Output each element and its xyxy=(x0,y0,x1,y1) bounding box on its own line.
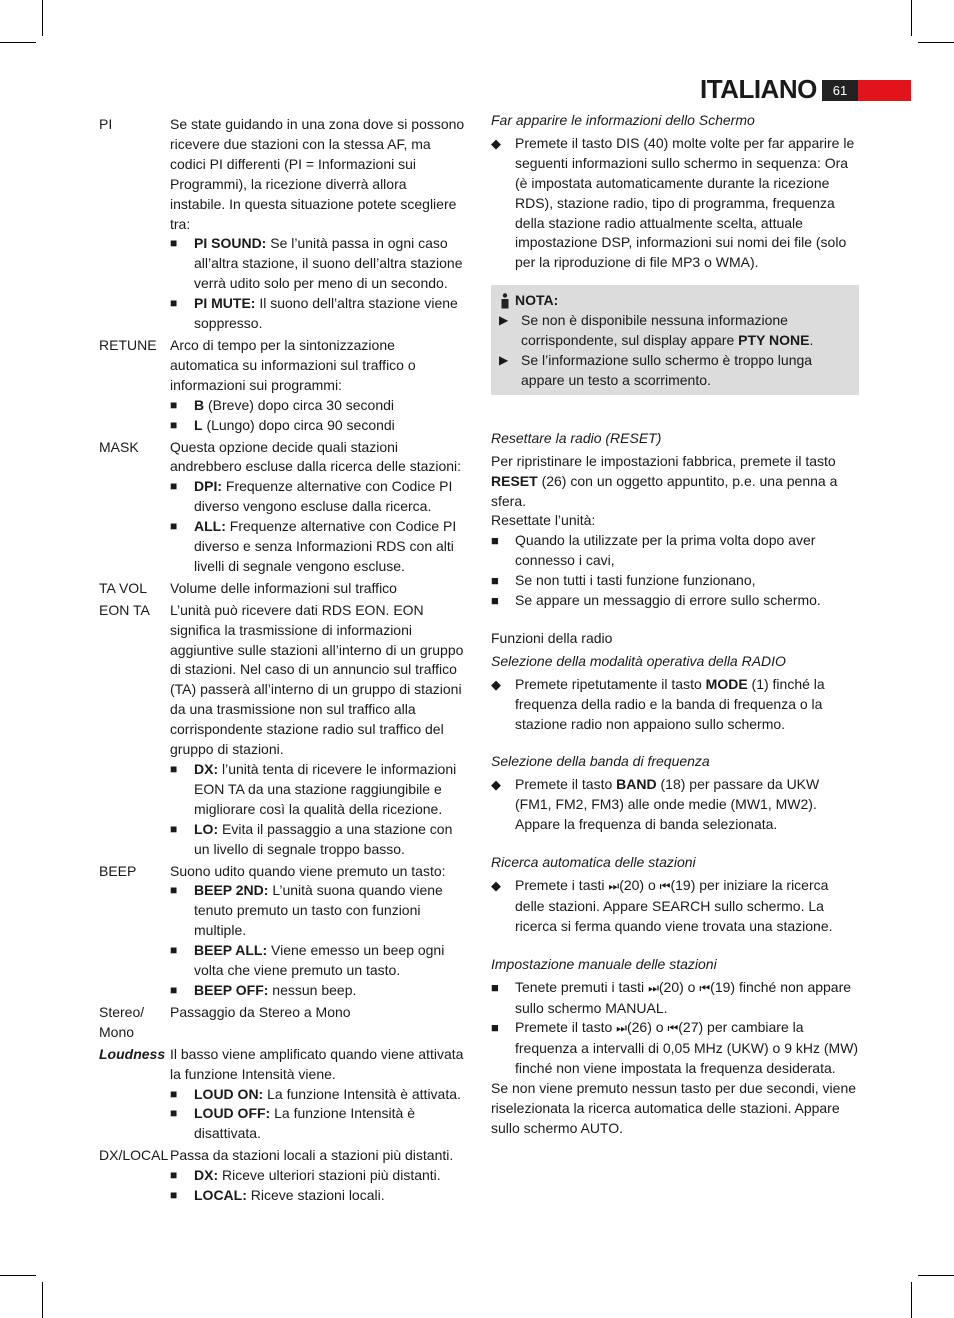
option-description: (Lungo) dopo circa 90 secondi xyxy=(202,416,395,433)
text-part: (20) o xyxy=(658,978,700,995)
option-description: La funzione Intensità è disattivata. xyxy=(194,1105,415,1142)
reset-paragraph xyxy=(491,452,859,512)
option-text xyxy=(194,981,356,1001)
right-column xyxy=(491,111,859,1139)
instruction-text xyxy=(515,876,859,937)
option-keyword: DX: xyxy=(194,761,219,777)
diamond-icon: ◆ xyxy=(491,135,501,151)
option-item xyxy=(170,1104,465,1144)
definition-text: Se state guidando in una zona dove si possono ricevere due stazioni con la stessa AF, ma codici PI differenti (PI = Informazioni sui Programmi), la ricezione diverrà allora instabile. In questa situazione potete scegliere tra: xyxy=(170,116,465,232)
section-title-reset: Resettare la radio (RESET) xyxy=(491,429,662,446)
note-item xyxy=(499,351,851,391)
triangle-bullet-icon: ▶ xyxy=(499,352,509,367)
option-description: Il suono dell’altra stazione viene soppresso. xyxy=(194,295,458,332)
definition-term: RETUNE xyxy=(99,336,157,353)
definition-body xyxy=(170,601,465,860)
option-text xyxy=(194,234,465,294)
option-item xyxy=(170,1085,465,1105)
option-text xyxy=(194,1104,465,1144)
square-bullet-icon: ■ xyxy=(170,236,178,251)
option-item xyxy=(170,760,465,820)
text-part: (27) per cambiare la frequenza a intervalli di 0,05 MHz (UKW) o 9 kHz (MW) finché non viene impostata la frequenza desiderata. xyxy=(515,1019,859,1077)
reset-intro: Resettate l’unità: xyxy=(491,512,596,529)
note-text: Se l’informazione sullo schermo è troppo lunga appare un testo a scorrimento. xyxy=(521,351,813,388)
square-bullet-icon: ■ xyxy=(170,943,178,958)
definition-row xyxy=(99,579,465,599)
section-title-mode: Selezione della modalità operativa della RADIO xyxy=(491,652,786,669)
option-text xyxy=(194,294,465,334)
crop-mark xyxy=(42,0,43,36)
section-heading-radio: Funzioni della radio xyxy=(491,629,613,646)
definition-row xyxy=(99,1045,465,1145)
text-part: Tenete premuti i tasti xyxy=(515,978,649,995)
crop-mark xyxy=(918,42,954,43)
option-keyword: DX: xyxy=(194,1167,219,1184)
option-keyword: L xyxy=(194,416,203,433)
band-keyword: BAND xyxy=(616,776,657,793)
list-item xyxy=(491,978,859,1019)
text-part: (19) per iniziare la ricerca delle stazioni. Appare SEARCH sullo schermo. La ricerca si ferma quando viene trovata una stazione. xyxy=(515,877,833,934)
option-keyword: ALL: xyxy=(194,518,226,535)
option-description: Se l’unità passa in ogni caso all’altra stazione, il suono dell’altra stazione verrà udito solo per meno di un secondo. xyxy=(194,235,463,292)
definition-term: PI xyxy=(99,116,113,132)
square-bullet-icon: ■ xyxy=(491,533,499,549)
instruction-text xyxy=(515,675,859,735)
option-item xyxy=(170,820,465,860)
option-text xyxy=(194,820,465,860)
option-text xyxy=(194,517,465,577)
definition-term: MASK xyxy=(99,438,139,455)
skip-back-icon: ⏮ xyxy=(699,980,711,995)
text-part: (20) o xyxy=(619,877,660,893)
definition-row xyxy=(99,1003,465,1043)
option-description: l’unità tenta di ricevere le informazioni EON TA da una stazione raggiungibile e migliorare così la qualità della ricezione. xyxy=(194,761,457,817)
definition-row xyxy=(99,115,465,334)
definition-term: DX/LOCAL xyxy=(99,1147,169,1164)
definition-term: EON TA xyxy=(99,601,150,618)
header-accent-bar xyxy=(858,80,911,101)
square-bullet-icon: ■ xyxy=(170,417,178,432)
option-item xyxy=(170,294,465,334)
option-item xyxy=(170,234,465,294)
definition-body xyxy=(170,438,465,577)
list-item xyxy=(491,571,859,591)
text-part: (18) per passare da UKW (FM1, FM2, FM3) alle onde medie (MW1, MW2). Appare la frequenza di banda selezionata. xyxy=(515,776,820,833)
definition-body xyxy=(170,579,465,599)
section-title-auto-search: Ricerca automatica delle stazioni xyxy=(491,854,696,871)
text-part: (1) finché la frequenza della radio e la banda di frequenza o la stazione radio non appaiono sullo schermo. xyxy=(515,675,825,732)
option-item xyxy=(170,981,465,1001)
definition-body xyxy=(170,336,465,436)
option-keyword: PI SOUND: xyxy=(194,235,267,252)
crop-mark xyxy=(911,0,912,36)
definition-text: Volume delle informazioni sul traffico xyxy=(170,579,397,596)
square-bullet-icon: ■ xyxy=(491,979,499,995)
info-icon xyxy=(499,293,511,309)
square-bullet-icon: ■ xyxy=(491,1020,499,1036)
option-text xyxy=(194,881,465,941)
instruction-item xyxy=(491,675,859,735)
option-description: Evita il passaggio a una stazione con un livello di segnale troppo basso. xyxy=(194,820,453,857)
square-bullet-icon: ■ xyxy=(170,1106,178,1121)
option-item xyxy=(170,517,465,577)
spacer xyxy=(491,835,859,853)
square-bullet-icon: ■ xyxy=(491,573,499,589)
option-text xyxy=(194,477,465,517)
instruction-item xyxy=(491,134,859,273)
option-description: (Breve) dopo circa 30 secondi xyxy=(204,396,394,413)
skip-forward-icon: ⏭ xyxy=(616,1021,627,1036)
section-title-band: Selezione della banda di frequenza xyxy=(491,753,710,770)
list-item xyxy=(491,531,859,571)
definition-term: BEEP xyxy=(99,862,137,879)
option-item xyxy=(170,416,465,436)
crop-mark xyxy=(0,42,36,43)
instruction-text xyxy=(515,775,859,835)
list-text xyxy=(515,1018,859,1079)
square-bullet-icon: ■ xyxy=(170,1188,178,1203)
option-item xyxy=(170,1186,465,1206)
note-text-part: . xyxy=(809,332,814,349)
list-text xyxy=(515,978,859,1019)
option-keyword: PI MUTE: xyxy=(194,295,256,312)
text-part: (26) o xyxy=(626,1019,668,1036)
option-text xyxy=(194,416,395,436)
list-text: Se non tutti i tasti funzione funzionano, xyxy=(515,572,756,589)
page-number: 61 xyxy=(822,80,858,101)
definition-body xyxy=(170,862,465,1001)
option-keyword: BEEP OFF: xyxy=(194,981,269,998)
note-keyword: PTY NONE xyxy=(738,332,810,349)
text-part: Premete il tasto xyxy=(515,776,617,793)
text-part: Premete il tasto xyxy=(515,1019,617,1036)
square-bullet-icon: ■ xyxy=(170,982,178,997)
definition-text: Passaggio da Stereo a Mono xyxy=(170,1003,351,1020)
crop-mark xyxy=(911,1282,912,1318)
option-description: L’unità suona quando viene tenuto premuto un tasto con funzioni multiple. xyxy=(194,882,443,939)
square-bullet-icon: ■ xyxy=(170,883,178,898)
definition-term: TA VOL xyxy=(99,579,147,596)
instruction-item xyxy=(491,775,859,835)
square-bullet-icon: ■ xyxy=(170,1168,178,1183)
text-part: . xyxy=(619,1119,624,1136)
section-title-manual: Impostazione manuale delle stazioni xyxy=(491,955,717,972)
instruction-item xyxy=(491,876,859,937)
crop-mark xyxy=(0,1275,36,1276)
crop-mark xyxy=(42,1282,43,1318)
square-bullet-icon: ■ xyxy=(170,821,178,836)
option-keyword: LOUD OFF: xyxy=(194,1105,271,1122)
definition-row xyxy=(99,438,465,577)
definition-text: Il basso viene amplificato quando viene attivata la funzione Intensità viene. xyxy=(170,1045,464,1082)
option-text xyxy=(194,941,465,981)
diamond-icon: ◆ xyxy=(491,777,501,793)
skip-forward-icon: ⏭ xyxy=(648,980,659,995)
note-box xyxy=(491,285,859,395)
square-bullet-icon: ■ xyxy=(170,762,178,776)
option-item xyxy=(170,941,465,981)
option-description: Viene emesso un beep ogni volta che viene premuto un tasto. xyxy=(194,942,445,979)
option-description: La funzione Intensità è attivata. xyxy=(263,1085,461,1102)
note-header xyxy=(499,291,851,311)
option-description: Riceve ulteriori stazioni più distanti. xyxy=(218,1167,441,1184)
text-part: Premete ripetutamente il tasto xyxy=(515,675,706,692)
text-part: (26) con un oggetto appuntito, p.e. una penna a sfera. xyxy=(491,472,838,509)
option-keyword: LOUD ON: xyxy=(194,1085,264,1102)
diamond-icon: ◆ xyxy=(491,878,501,893)
option-keyword: B xyxy=(194,396,205,413)
option-keyword: DPI: xyxy=(194,478,222,495)
definition-text: Arco di tempo per la sintonizzazione automatica su informazioni sul traffico o informazioni sui programmi: xyxy=(170,336,416,393)
option-item xyxy=(170,1166,465,1186)
spacer xyxy=(491,937,859,955)
note-text xyxy=(521,311,851,351)
list-item xyxy=(491,1018,859,1079)
square-bullet-icon: ■ xyxy=(170,1086,178,1101)
text-part: (19) finché non appare sullo schermo MANUAL. xyxy=(515,978,852,1016)
definition-body xyxy=(170,1146,465,1206)
square-bullet-icon: ■ xyxy=(170,519,178,534)
option-description: Riceve stazioni locali. xyxy=(246,1187,385,1204)
square-bullet-icon: ■ xyxy=(170,479,178,494)
definition-row xyxy=(99,1146,465,1206)
page-title: ITALIANO xyxy=(700,74,817,104)
option-item xyxy=(170,881,465,941)
definition-text: Questa opzione decide quali stazioni andrebbero escluse dalla ricerca delle stazioni: xyxy=(170,438,462,475)
option-item xyxy=(170,396,465,416)
option-keyword: BEEP ALL: xyxy=(194,942,268,959)
square-bullet-icon: ■ xyxy=(170,397,178,412)
skip-back-icon: ⏮ xyxy=(667,1021,679,1036)
mode-keyword: MODE xyxy=(705,675,748,692)
option-description: Frequenze alternative con Codice PI diverso e senza Informazioni RDS con alti livelli di segnale vengono escluse. xyxy=(194,518,457,574)
square-bullet-icon: ■ xyxy=(491,593,499,609)
option-text xyxy=(194,760,465,820)
definition-body xyxy=(170,1003,465,1043)
option-description: Frequenze alternative con Codice PI diverso vengono escluse dalla ricerca. xyxy=(194,478,453,515)
skip-back-icon: ⏮ xyxy=(659,879,671,893)
note-title: NOTA: xyxy=(515,292,559,309)
text-part: Per ripristinare le impostazioni fabbrica, premete il tasto xyxy=(491,452,836,469)
definition-row xyxy=(99,601,465,860)
spacer xyxy=(491,611,859,629)
list-item xyxy=(491,591,859,611)
crop-mark xyxy=(918,1275,954,1276)
definition-term: Loudness xyxy=(99,1045,166,1062)
auto-keyword: AUTO xyxy=(580,1119,620,1136)
diamond-icon: ◆ xyxy=(491,676,501,692)
definition-text: Passa da stazioni locali a stazioni più distanti. xyxy=(170,1147,454,1164)
reset-keyword: RESET xyxy=(491,472,538,489)
instruction-text: Premete il tasto DIS (40) molte volte per far apparire le seguenti informazioni sullo schermo in sequenza: Ora (è impostata automaticamente durante la ricezione RDS), stazione radio, tipo di programma, frequenza della stazione radio attualmente scelta, attuale impostazione DSP, informazioni sui nomi dei file (solo per la riproduzione di file MP3 o WMA). xyxy=(515,134,855,271)
definition-text: Suono udito quando viene premuto un tasto: xyxy=(170,862,446,879)
text-part: Premete i tasti xyxy=(515,877,609,893)
list-text: Se appare un messaggio di errore sullo schermo. xyxy=(515,592,821,609)
square-bullet-icon: ■ xyxy=(170,296,178,311)
option-item xyxy=(170,477,465,517)
definition-body xyxy=(170,1045,465,1145)
list-text: Quando la utilizzate per la prima volta dopo aver connesso i cavi, xyxy=(515,532,816,569)
triangle-bullet-icon: ▶ xyxy=(499,313,509,328)
skip-forward-icon: ⏭ xyxy=(608,879,620,893)
option-text xyxy=(194,1186,385,1206)
option-keyword: LO: xyxy=(194,820,219,837)
option-keyword: LOCAL: xyxy=(194,1187,247,1204)
note-item xyxy=(499,311,851,351)
definition-body xyxy=(170,115,465,334)
note-text-part: Se non è disponibile nessuna informazione corrispondente, sul display appare xyxy=(521,312,788,349)
option-text xyxy=(194,1166,441,1186)
definition-row xyxy=(99,862,465,1001)
option-keyword: BEEP 2ND: xyxy=(194,882,269,899)
spacer xyxy=(491,734,859,752)
manual-paragraph xyxy=(491,1079,859,1139)
settings-definitions xyxy=(99,115,465,1208)
section-title-display: Far apparire le informazioni dello Schermo xyxy=(491,112,755,128)
option-text xyxy=(194,396,394,416)
text-part: Se non viene premuto nessun tasto per due secondi, viene riselezionata la ricerca automatica delle stazioni. Appare sullo schermo xyxy=(491,1080,857,1136)
definition-term: Stereo/ Mono xyxy=(99,1003,145,1040)
option-text xyxy=(194,1085,461,1105)
definition-text: L’unità può ricevere dati RDS EON. EON significa la trasmissione di informazioni aggiuntive sulle stazioni all’interno di un gruppo di stazioni. Nel caso di un annuncio sul traffico (TA) passerà all’interno di un gruppo di stazioni da una trasmissione non sul traffico alla corrispondente stazione radio sul traffico del gruppo di stazioni. xyxy=(170,601,464,758)
option-description: nessun beep. xyxy=(268,981,357,998)
definition-row xyxy=(99,336,465,436)
spacer xyxy=(491,409,859,429)
